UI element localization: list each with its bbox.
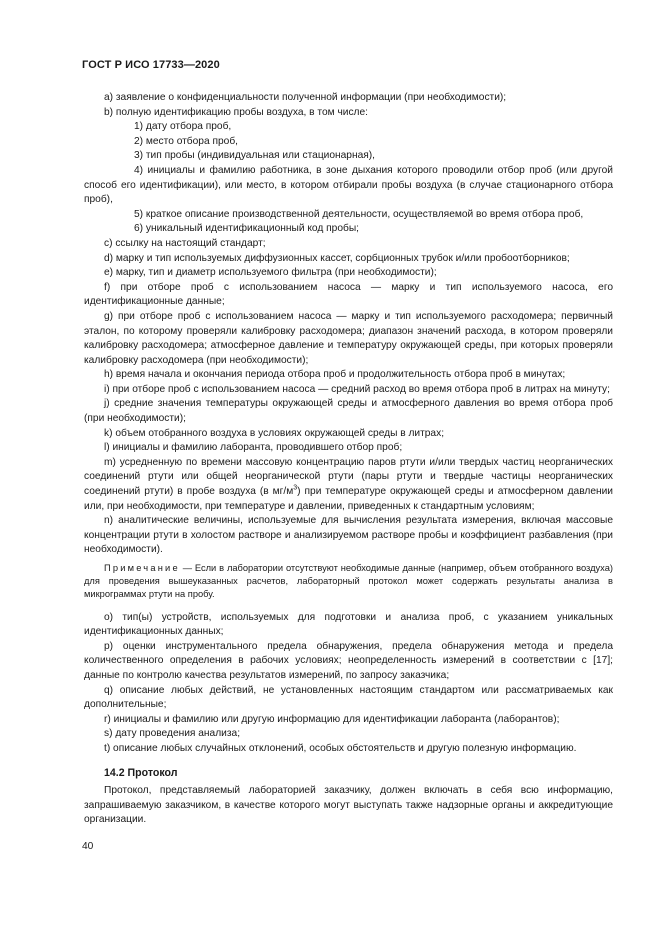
list-item-p: p) оценки инструментального предела обнаружения, предела обнаружения метода и предела количественного определения в рабочих условиях; неопределенность измерений в соответствии с [17]; данные по контролю качества результатов измерений, по запросу заказчика; [84, 640, 613, 681]
list-item-r: r) инициалы и фамилию или другую информацию для идентификации лаборанта (лаборантов); [104, 713, 560, 725]
list-item-h: h) время начала и окончания периода отбора проб и продолжительность отбора проб в минутах; [104, 369, 566, 381]
document-header: ГОСТ Р ИСО 17733—2020 [82, 59, 220, 71]
sublist-item-6: 6) уникальный идентификационный код пробы; [134, 223, 359, 235]
note-label: Примечание [104, 563, 180, 573]
document-body [84, 91, 613, 828]
list-item-f: f) при отборе проб с использованием насоса — марку и тип используемого насоса, его идентификационные данные; [84, 281, 613, 308]
list-item-a: a) заявление о конфиденциальности полученной информации (при необходимости); [104, 92, 507, 103]
sublist-item-5: 5) краткое описание производственной деятельности, осуществляемой во время отбора проб, [134, 208, 584, 220]
list-item-m-text-start: m) усредненную по времени массовую концентрацию паров ртути и/или твердых частиц неорганических соединений ртути или общей неорганической ртути (пары ртути и твердые частицы неорганических соединений ртути) в пробе воздуха (в мг/м [84, 456, 613, 498]
page-number: 40 [82, 841, 94, 852]
list-item-t: t) описание любых случайных отклонений, особых обстоятельств и другую полезную информацию. [104, 742, 577, 754]
list-item-b: b) полную идентификацию пробы воздуха, в том числе: [104, 106, 368, 118]
section-paragraph: Протокол, представляемый лабораторией заказчику, должен включать в себя всю информацию, запрашиваемую заказчиком, в качестве которого могут выступать также надзорные органы и аккредитующие организации. [84, 785, 613, 826]
sublist-item-3: 3) тип пробы (индивидуальная или стационарная), [134, 150, 376, 162]
list-item-c: c) ссылку на настоящий стандарт; [104, 237, 266, 249]
superscript-3: 3 [293, 484, 298, 492]
sublist-item-2: 2) место отбора проб, [134, 135, 238, 147]
list-item-o: o) тип(ы) устройств, используемых для подготовки и анализа проб, с указанием уникальных идентификационных данных; [84, 611, 613, 638]
list-item-q: q) описание любых действий, не установленных настоящим стандартом или рассматриваемых как дополнительные; [84, 684, 613, 711]
list-item-j: j) средние значения температуры окружающей среды и атмосферного давления во время отбора проб (при необходимости); [84, 398, 613, 425]
list-item-m [84, 456, 613, 514]
note-text: — Если в лаборатории отсутствуют необходимые данные (например, объем отобранного воздуха) для проведения вышеуказанных расчетов, лабораторный протокол может содержать результаты анализа в микрограммах ртути на пробу. [84, 563, 613, 600]
list-item-n: n) аналитические величины, используемые для вычисления результата измерения, включая массовые концентрации ртути в холостом растворе и анализируемом растворе пробы и коэффициент разбавления (при необходимости). [84, 515, 613, 556]
list-item-k: k) объем отобранного воздуха в условиях окружающей среды в литрах; [104, 427, 445, 439]
list-item-e: e) марку, тип и диаметр используемого фильтра (при необходимости); [104, 267, 437, 279]
list-item-g: g) при отборе проб с использованием насоса — марку и тип используемого расходомера; первичный эталон, по которому проверяли калибровку расходомера; диапазон значений расхода, в котором проверяли калибровку расходомера; атмосферное давление и температуру окружающей среды, при которых проверяли калибровку расходомера (при необходимости); [84, 310, 613, 366]
list-item-m-text-end: ) при температуре окружающей среды и атмосферном давлении или, при необходимости, при температуре и давлении, приведенных к стандартным условиям; [84, 486, 613, 512]
note-paragraph [84, 562, 613, 602]
list-item-i: i) при отборе проб с использованием насоса — средний расход во время отбора проб в литрах на минуту; [104, 383, 610, 395]
list-item-l: l) инициалы и фамилию лаборанта, проводившего отбор проб; [104, 442, 403, 454]
list-item-d: d) марку и тип используемых диффузионных кассет, сорбционных трубок и/или пробоотборников; [104, 252, 570, 264]
section-heading: 14.2 Протокол [104, 766, 178, 779]
list-item-s: s) дату проведения анализа; [104, 728, 241, 740]
sublist-item-1: 1) дату отбора проб, [134, 121, 232, 133]
sublist-item-4: 4) инициалы и фамилию работника, в зоне дыхания которого проводили отбор проб (или другой способ его идентификации), или место, в котором отбирали пробы воздуха (в случае стационарного отбора проб), [84, 164, 613, 206]
